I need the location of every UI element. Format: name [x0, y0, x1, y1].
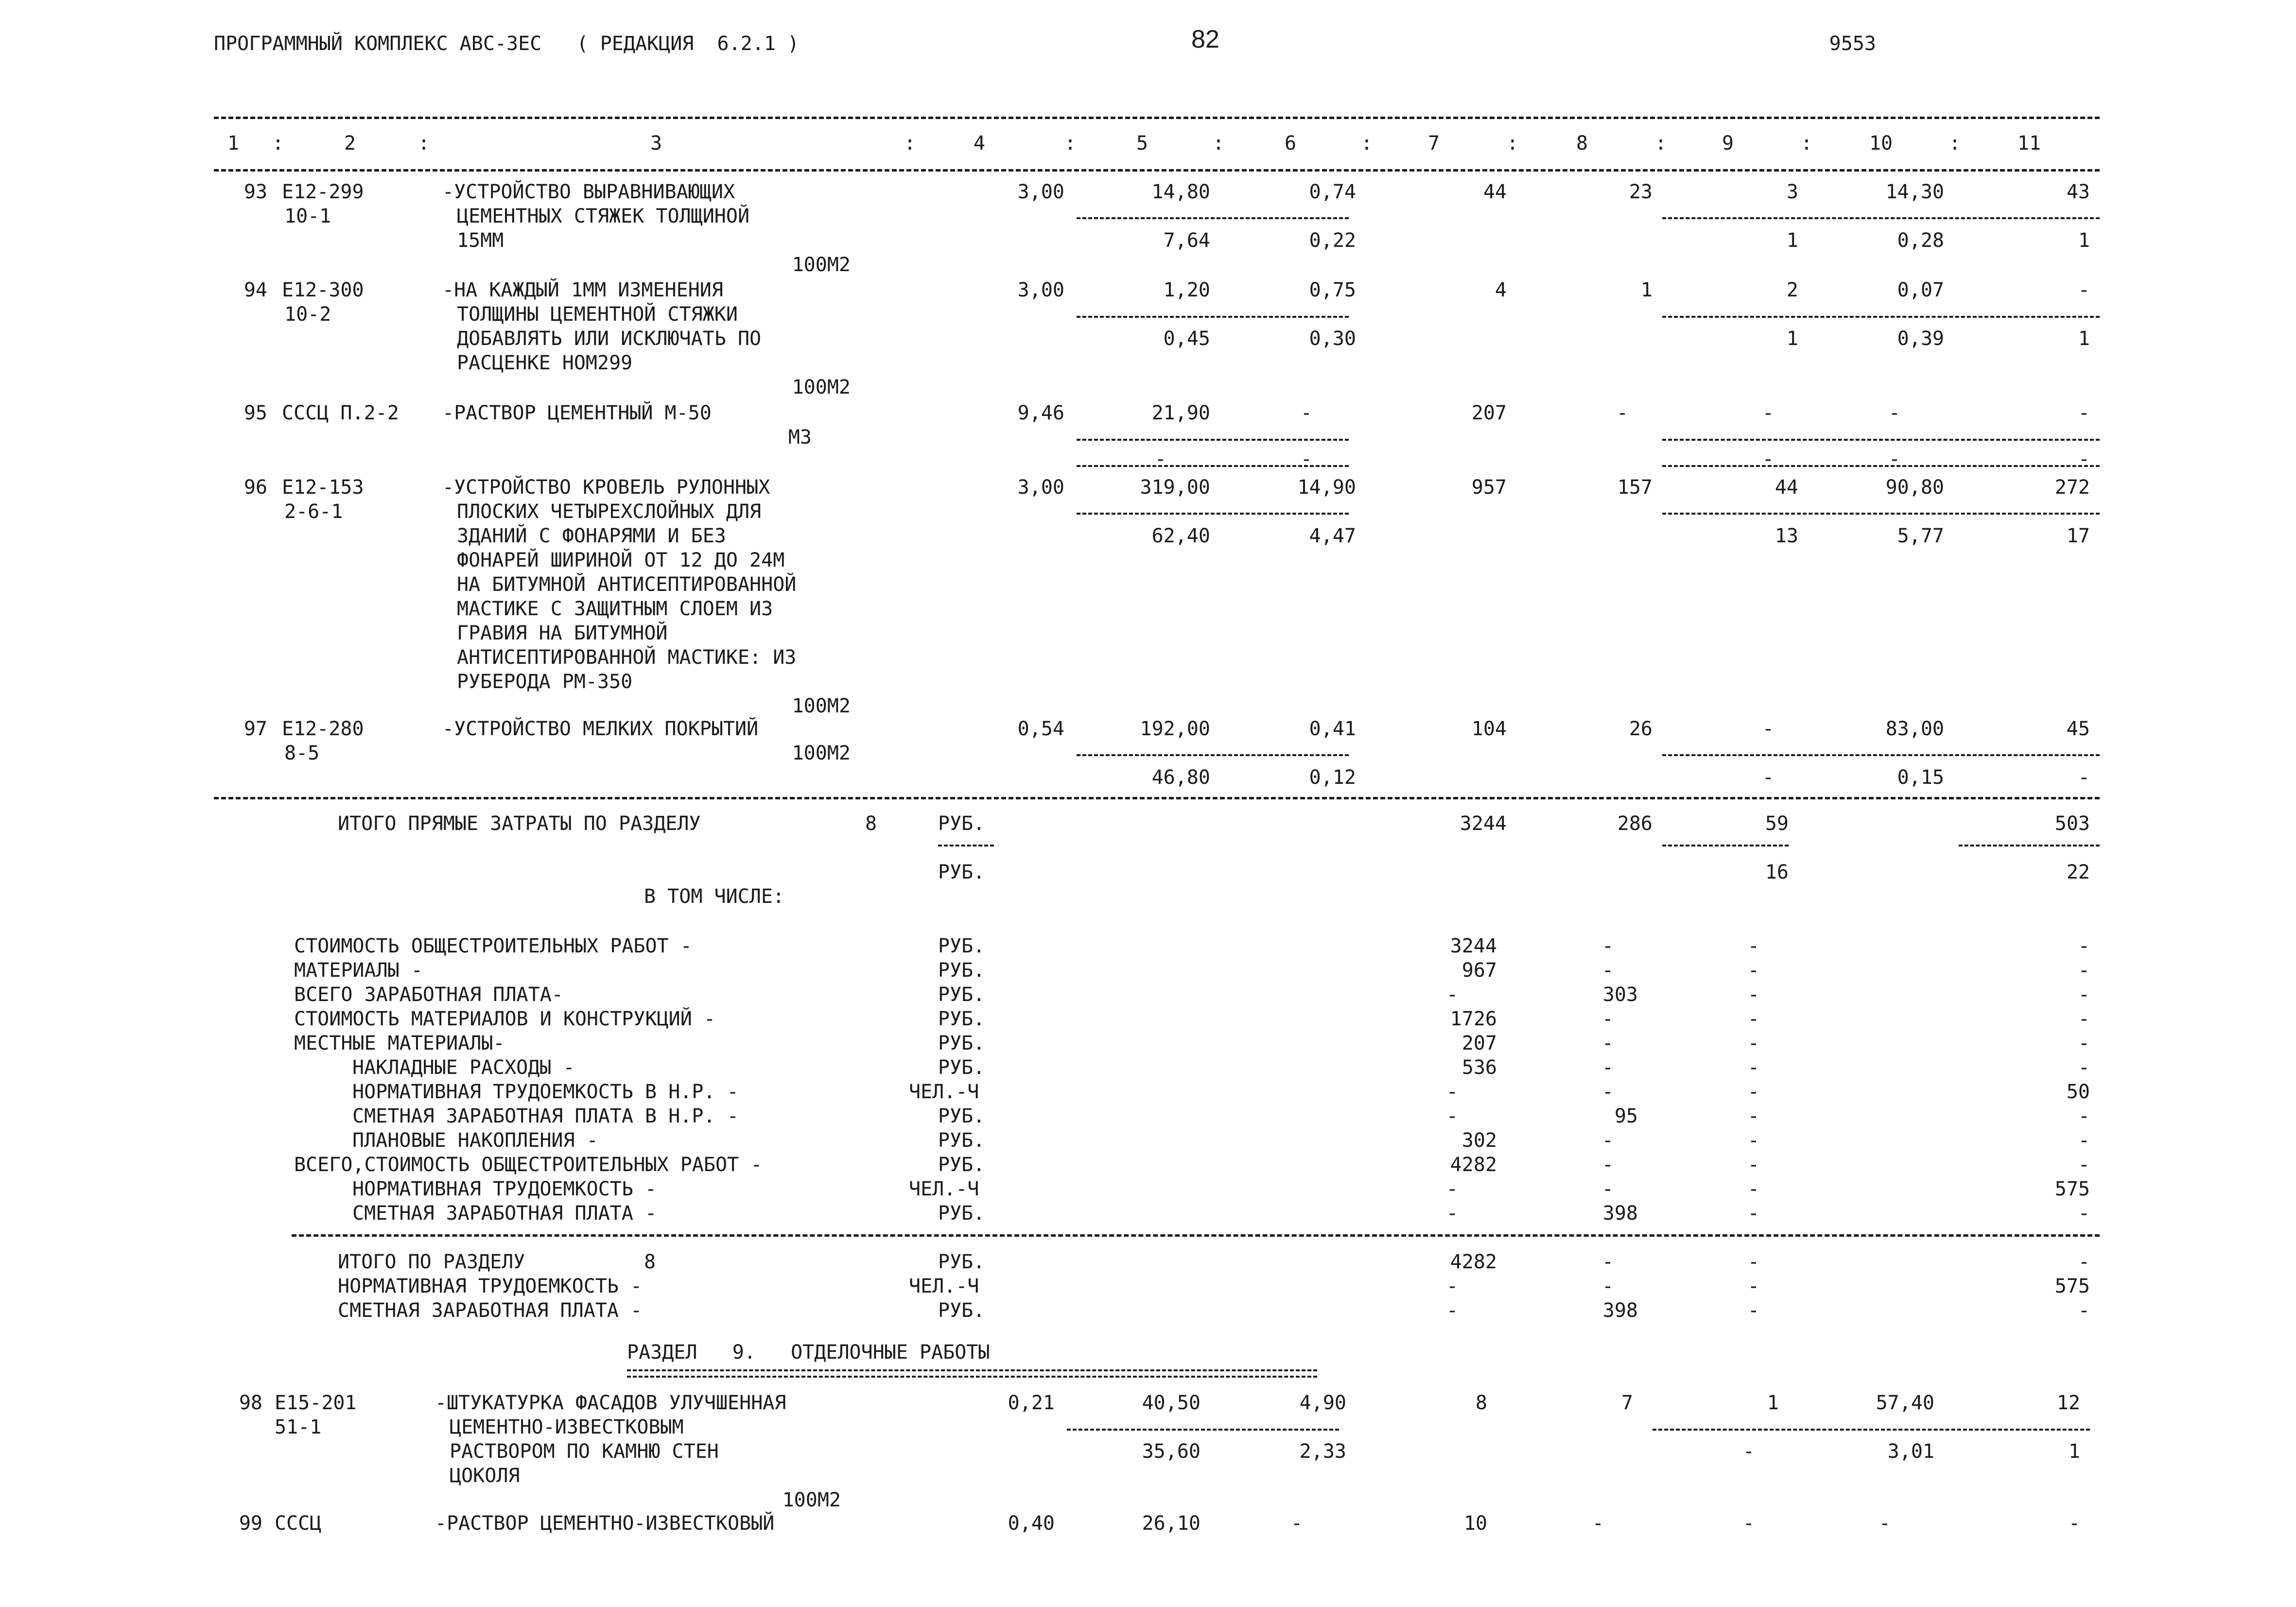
column-header-cell: 2 [344, 132, 356, 155]
row-cell: 4 [1495, 279, 1507, 301]
row-cell: 104 [1471, 718, 1507, 740]
row-code: Е12-299 [282, 181, 364, 203]
totals-cell: - [2078, 1251, 2090, 1273]
breakdown-cell: 967 [1461, 959, 1497, 982]
breakdown-unit: РУБ. [938, 1008, 985, 1030]
column-header-cell: 4 [973, 132, 986, 155]
breakdown-cell: - [1601, 1008, 1614, 1030]
totals-cell: - [1747, 1275, 1759, 1297]
row-cell: 46,80 [1151, 766, 1210, 789]
breakdown-cell: - [1747, 1154, 1759, 1176]
row-cell: 3 [1786, 181, 1798, 203]
breakdown-cell: - [1601, 1129, 1614, 1152]
row-cell: - [2078, 766, 2090, 789]
breakdown-cell: 303 [1602, 984, 1638, 1006]
breakdown-label: СТОИМОСТЬ МАТЕРИАЛОВ И КОНСТРУКЦИЙ - [294, 1008, 715, 1030]
row-cell: 26,10 [1142, 1512, 1200, 1535]
total-label: ИТОГО ПРЯМЫЕ ЗАТРАТЫ ПО РАЗДЕЛУ [338, 812, 701, 835]
row-description: ДОБАВЛЯТЬ ИЛИ ИСКЛЮЧАТЬ ПО [457, 328, 762, 350]
row-cell: 90,80 [1885, 476, 1944, 499]
row-cell: 272 [2054, 476, 2090, 499]
row-code: Е15-201 [275, 1392, 357, 1414]
column-header-cell: 10 [1869, 132, 1893, 155]
row-cell: 12 [2056, 1392, 2080, 1414]
breakdown-unit: РУБ. [938, 959, 985, 982]
totals-cell: 4282 [1450, 1251, 1497, 1273]
row-cell: 2 [1786, 279, 1798, 301]
row-cell: 10 [1463, 1512, 1487, 1535]
row-cell: - [2078, 279, 2090, 301]
row-cell: 0,07 [1897, 279, 1944, 301]
breakdown-cell: - [1446, 1202, 1458, 1225]
row-cell: - [2068, 1512, 2080, 1535]
row-cell: - [1762, 718, 1774, 740]
row-number: 95 [244, 402, 267, 424]
total-cell: 503 [2054, 812, 2090, 835]
row-cell: - [1762, 402, 1774, 424]
breakdown-cell: - [1747, 1081, 1759, 1103]
row-unit: М3 [788, 426, 812, 449]
page-number: 82 [1191, 25, 1219, 53]
row-number: 94 [244, 279, 267, 301]
breakdown-cell: 95 [1614, 1105, 1638, 1127]
breakdown-label: МАТЕРИАЛЫ - [294, 959, 423, 982]
breakdown-cell: 302 [1461, 1129, 1497, 1152]
row-cell: - [1762, 448, 1774, 470]
row-description: -УСТРОЙСТВО МЕЛКИХ ПОКРЫТИЙ [442, 718, 759, 740]
row-cell: 4,47 [1309, 525, 1356, 547]
breakdown-cell: - [1446, 984, 1458, 1006]
breakdown-cell: - [1446, 1178, 1458, 1200]
row-cell: 0,15 [1897, 766, 1944, 789]
totals-section: 8 [644, 1251, 656, 1273]
breakdown-cell: - [1446, 1105, 1458, 1127]
breakdown-unit: РУБ. [938, 1056, 985, 1079]
row-code: Е12-300 [282, 279, 364, 301]
row-cell: - [1888, 402, 1900, 424]
row-cell: 1 [2078, 328, 2090, 350]
total-cell: 3244 [1460, 812, 1507, 835]
row-unit: 100М2 [792, 376, 851, 398]
breakdown-label: СМЕТНАЯ ЗАРАБОТНАЯ ПЛАТА - [352, 1202, 657, 1225]
row-cell: - [2078, 448, 2090, 470]
column-header-cell: 9 [1722, 132, 1734, 155]
row-cell: 62,40 [1151, 525, 1210, 547]
row-description: ПЛОСКИХ ЧЕТЫРЕХСЛОЙНЫХ ДЛЯ [457, 501, 762, 523]
breakdown-unit: РУБ. [938, 1154, 985, 1176]
row-description: ФОНАРЕЙ ШИРИНОЙ ОТ 12 ДО 24М [457, 549, 785, 571]
row-cell: - [1300, 448, 1312, 470]
row-description: ЦЕМЕНТНЫХ СТЯЖЕК ТОЛЩИНОЙ [457, 205, 750, 227]
breakdown-cell: - [1747, 1056, 1759, 1079]
row-cell: 0,39 [1897, 328, 1944, 350]
column-header-cell: 7 [1427, 132, 1440, 155]
row-quantity: 3,00 [1017, 476, 1064, 499]
row-cell: 1 [2078, 229, 2090, 252]
breakdown-cell: - [2078, 1154, 2090, 1176]
breakdown-unit: РУБ. [938, 1105, 985, 1127]
row-cell: 0,28 [1897, 229, 1944, 252]
totals-cell: - [1747, 1299, 1759, 1322]
total-cell: 22 [2066, 861, 2090, 883]
row-cell: - [1888, 448, 1900, 470]
row-cell: 7,64 [1163, 229, 1210, 252]
breakdown-label: СТОИМОСТЬ ОБЩЕСТРОИТЕЛЬНЫХ РАБОТ - [294, 935, 692, 957]
totals-cell: - [1446, 1299, 1458, 1322]
breakdown-cell: - [1601, 1032, 1614, 1054]
row-cell: 1,20 [1163, 279, 1210, 301]
row-code: Е12-280 [282, 718, 364, 740]
row-code-sub: 51-1 [275, 1416, 322, 1438]
breakdown-unit: ЧЕЛ.-Ч [909, 1081, 979, 1103]
row-description: РАСТВОРОМ ПО КАМНЮ СТЕН [450, 1440, 719, 1463]
row-cell: 23 [1629, 181, 1652, 203]
row-cell: - [1762, 766, 1774, 789]
row-cell: 1 [2068, 1440, 2080, 1463]
row-cell: 44 [1774, 476, 1798, 499]
breakdown-label: НОРМАТИВНАЯ ТРУДОЕМКОСТЬ В Н.Р. - [352, 1081, 739, 1103]
row-cell: 4,90 [1299, 1392, 1346, 1414]
totals-cell: 398 [1602, 1299, 1638, 1322]
row-cell: 3,01 [1887, 1440, 1934, 1463]
row-description: -НА КАЖДЫЙ 1ММ ИЗМЕНЕНИЯ [442, 279, 723, 301]
row-cell: 157 [1617, 476, 1652, 499]
row-cell: - [1592, 1512, 1604, 1535]
breakdown-cell: - [1747, 1032, 1759, 1054]
row-cell: 57,40 [1876, 1392, 1934, 1414]
breakdown-cell: - [1747, 1129, 1759, 1152]
row-quantity: 0,40 [1008, 1512, 1055, 1535]
row-description: -РАСТВОР ЦЕМЕНТНО-ИЗВЕСТКОВЫЙ [435, 1512, 775, 1535]
row-description: ЦОКОЛЯ [450, 1465, 520, 1487]
totals-cell: 575 [2054, 1275, 2090, 1297]
breakdown-cell: - [2078, 1105, 2090, 1127]
row-quantity: 9,46 [1017, 402, 1064, 424]
row-cell: 1 [1786, 328, 1798, 350]
breakdown-label: НОРМАТИВНАЯ ТРУДОЕМКОСТЬ - [352, 1178, 657, 1200]
breakdown-cell: - [1601, 1178, 1614, 1200]
row-cell: 0,74 [1309, 181, 1356, 203]
row-unit: 100М2 [792, 695, 851, 717]
breakdown-cell: - [2078, 1202, 2090, 1225]
breakdown-label: НАКЛАДНЫЕ РАСХОДЫ - [352, 1056, 575, 1079]
breakdown-cell: - [1747, 1178, 1759, 1200]
breakdown-cell: - [1747, 935, 1759, 957]
totals-unit: ЧЕЛ.-Ч [909, 1275, 979, 1297]
row-cell: 957 [1471, 476, 1507, 499]
document-number: 9553 [1829, 33, 1876, 55]
row-quantity: 3,00 [1017, 181, 1064, 203]
row-cell: 44 [1483, 181, 1507, 203]
breakdown-unit: РУБ. [938, 1202, 985, 1225]
breakdown-cell: 50 [2066, 1081, 2090, 1103]
breakdown-unit: РУБ. [938, 1032, 985, 1054]
row-cell: 0,75 [1309, 279, 1356, 301]
row-description: -ШТУКАТУРКА ФАСАДОВ УЛУЧШЕННАЯ [435, 1392, 786, 1414]
row-description: ТОЛЩИНЫ ЦЕМЕНТНОЙ СТЯЖКИ [457, 303, 738, 326]
totals-cell: - [1601, 1251, 1614, 1273]
row-cell: - [1742, 1440, 1755, 1463]
document-page: ПРОГРАММНЫЙ КОМПЛЕКС АВС-3ЕС ( РЕДАКЦИЯ 6.2.1 ) 82 9553 1 2 3 4 5 6 7 8 9 10 11 : : : : : : : : : : 93 Е12-299 10-1 -УСТРОЙСТВО ВЫРАВНИВАЮЩИХ ЦЕМЕНТНЫХ СТЯЖЕК ТОЛЩИНОЙ 15ММ 100М2 3,00 14,80 0,74 44 23 3 14,30 43 7,64 0,22 1 0,28 1 94 Е12-300 10-2 -НА КАЖДЫЙ 1ММ ИЗМЕНЕНИЯ ТОЛЩИНЫ ЦЕМЕНТНОЙ СТЯЖКИ ДОБАВЛЯТЬ ИЛИ ИСКЛЮЧАТЬ ПО РАСЦЕНКЕ НОМ299 100М2 3,00 1,20 0,75 4 1 2 0,07 - 0,45 0,30 1 0,39 1 95 СССЦ П.2-2 -РАСТВОР ЦЕМЕНТНЫЙ М-50 М3 9,46 21,90 - 207 - - - - - - - - - 96 Е12-153 2-6-1 -УСТРОЙСТВО КРОВЕЛЬ РУЛОННЫХ ПЛОСКИХ ЧЕТЫРЕХСЛОЙНЫХ ДЛЯ ЗДАНИЙ С ФОНАРЯМИ И БЕЗ ФОНАРЕЙ ШИРИНОЙ ОТ 12 ДО 24М НА БИТУМНОЙ АНТИСЕПТИРОВАННОЙ МАСТИКЕ С ЗАЩИТНЫМ СЛОЕМ ИЗ ГРАВИЯ НА БИТУМНОЙ АНТИСЕПТИРОВАННОЙ МАСТИКЕ: ИЗ РУБЕРОДА РМ-350 100М2 3,00 319,00 14,90 957 157 44 90,80 272 62,40 4,47 13 5,77 17 97 Е12-280 8-5 -УСТРОЙСТВО МЕЛКИХ ПОКРЫТИЙ 100М2 0,54 192,00 0,41 104 26 - 83,00 45 46,80 0,12 - 0,15 - ИТОГО ПРЯМЫЕ ЗАТРАТЫ ПО РАЗДЕЛУ 8 РУБ. РУБ. 3244 286 59 503 16 22 В ТОМ ЧИСЛЕ: СТОИМОСТЬ ОБЩЕСТРОИТЕЛЬНЫХ РАБОТ - РУБ. 3244 - - - МАТЕРИАЛЫ - РУБ. 967 - - - ВСЕГО ЗАРАБОТНАЯ ПЛАТА- РУБ. - 303 - - СТОИМОСТЬ МАТЕРИАЛОВ И КОНСТРУКЦИЙ - РУБ. 1726 - - - МЕСТНЫЕ МАТЕРИАЛЫ- РУБ. 207 - - - НАКЛАДНЫЕ РАСХОДЫ - РУБ. 536 - - - НОРМАТИВНАЯ ТРУДОЕМКОСТЬ В Н.Р. - ЧЕЛ.-Ч - - - 50 СМЕТНАЯ ЗАРАБОТНАЯ ПЛАТА В Н.Р. - РУБ. - 95 - - ПЛАНОВЫЕ НАКОПЛЕНИЯ - РУБ. 302 - - - ВСЕГО,СТОИМОСТЬ ОБЩЕСТРОИТЕЛЬНЫХ РАБОТ - РУБ. 4282 - - - НОРМАТИВНАЯ ТРУДОЕМКОСТЬ - ЧЕЛ.-Ч - - - 575 СМЕТНАЯ ЗАРАБОТНАЯ ПЛАТА - РУБ. - 398 - - ИТОГО ПО РАЗДЕЛУ 8 РУБ. 4282 - - - НОРМАТИВНАЯ ТРУДОЕМКОСТЬ - ЧЕЛ.-Ч - - - 575 СМЕТНАЯ ЗАРАБОТНАЯ ПЛАТА - РУБ. - 398 - - РАЗДЕЛ 9. ОТДЕЛОЧНЫЕ РАБОТЫ 98 Е15-201 51-1 -ШТУКАТУРКА ФАСАДОВ УЛУЧШЕННАЯ ЦЕМЕНТНО-ИЗВЕСТКОВЫМ РАСТВОРОМ ПО КАМНЮ СТЕН ЦОКОЛЯ 100М2 0,21 40,50 4,90 8 7 1 57,40 12 35,60 2,33 - 3,01 1 99 СССЦ -РАСТВОР ЦЕМЕНТНО-ИЗВЕСТКОВЫЙ 0,40 26,10 - 10 - - - - [0, 0, 2296, 1607]
breakdown-cell: - [1747, 1202, 1759, 1225]
row-description: -УСТРОЙСТВО КРОВЕЛЬ РУЛОННЫХ [442, 476, 770, 499]
row-cell: - [1879, 1512, 1891, 1535]
breakdown-label: СМЕТНАЯ ЗАРАБОТНАЯ ПЛАТА В Н.Р. - [352, 1105, 739, 1127]
totals-rule [292, 1234, 2100, 1237]
section-rule [214, 797, 2100, 799]
breakdown-cell: 1726 [1450, 1008, 1497, 1030]
breakdown-cell: 207 [1461, 1032, 1497, 1054]
breakdown-cell: 4282 [1450, 1154, 1497, 1176]
column-header-cell: 6 [1284, 132, 1297, 155]
row-description: НА БИТУМНОЙ АНТИСЕПТИРОВАННОЙ [457, 573, 797, 596]
column-header-cell: 5 [1136, 132, 1148, 155]
row-cell: 26 [1629, 718, 1652, 740]
row-cell: 43 [2066, 181, 2090, 203]
row-number: 96 [244, 476, 267, 499]
row-cell: 5,77 [1897, 525, 1944, 547]
row-code-sub: 10-1 [284, 205, 331, 227]
breakdown-label: МЕСТНЫЕ МАТЕРИАЛЫ- [294, 1032, 505, 1054]
total-cell: 59 [1765, 812, 1789, 835]
row-cell: 207 [1471, 402, 1507, 424]
row-cell: 35,60 [1142, 1440, 1200, 1463]
row-cell: - [1154, 448, 1166, 470]
row-cell: 83,00 [1885, 718, 1944, 740]
breakdown-cell: - [2078, 935, 2090, 957]
row-code-sub: 8-5 [284, 742, 320, 764]
breakdown-cell: 3244 [1450, 935, 1497, 957]
row-cell: 0,22 [1309, 229, 1356, 252]
row-cell: 17 [2066, 525, 2090, 547]
breakdown-unit: РУБ. [938, 984, 985, 1006]
row-description: АНТИСЕПТИРОВАННОЙ МАСТИКЕ: ИЗ [457, 646, 797, 669]
row-description: ЗДАНИЙ С ФОНАРЯМИ И БЕЗ [457, 525, 726, 547]
totals-cell: - [1747, 1251, 1759, 1273]
breakdown-cell: - [1601, 1081, 1614, 1103]
breakdown-label: ПЛАНОВЫЕ НАКОПЛЕНИЯ - [352, 1129, 598, 1152]
row-cell: 319,00 [1140, 476, 1210, 499]
breakdown-cell: - [1601, 1154, 1614, 1176]
row-cell: - [1742, 1512, 1755, 1535]
row-unit: 100М2 [792, 254, 851, 276]
total-cell: 286 [1617, 812, 1652, 835]
row-cell: 45 [2066, 718, 2090, 740]
breakdown-cell: - [2078, 1056, 2090, 1079]
row-cell: 1 [1786, 229, 1798, 252]
breakdown-cell: - [1747, 984, 1759, 1006]
row-cell: 7 [1621, 1392, 1633, 1414]
breakdown-cell: - [1747, 1105, 1759, 1127]
breakdown-cell: - [2078, 1032, 2090, 1054]
row-code-sub: 2-6-1 [284, 501, 343, 523]
row-cell: 0,45 [1163, 328, 1210, 350]
breakdown-cell: - [1601, 1056, 1614, 1079]
column-header-cell: 1 [227, 132, 240, 155]
row-description: ГРАВИЯ НА БИТУМНОЙ [457, 622, 668, 644]
row-cell: 0,30 [1309, 328, 1356, 350]
totals-cell: - [1446, 1275, 1458, 1297]
breakdown-cell: - [1446, 1081, 1458, 1103]
row-quantity: 3,00 [1017, 279, 1064, 301]
row-unit: 100М2 [782, 1489, 841, 1511]
row-cell: - [1616, 402, 1628, 424]
row-cell: 0,12 [1309, 766, 1356, 789]
breakdown-cell: - [2078, 1129, 2090, 1152]
totals-unit: РУБ. [938, 1299, 985, 1322]
row-code: СССЦ [275, 1512, 322, 1535]
row-cell: 14,90 [1297, 476, 1356, 499]
column-header-cell: 8 [1576, 132, 1588, 155]
row-cell: - [1290, 1512, 1303, 1535]
row-cell: 0,41 [1309, 718, 1356, 740]
row-cell: 13 [1774, 525, 1798, 547]
totals-cell: - [2078, 1299, 2090, 1322]
row-cell: 14,80 [1151, 181, 1210, 203]
row-description: ЦЕМЕНТНО-ИЗВЕСТКОВЫМ [450, 1416, 684, 1438]
row-description: МАСТИКЕ С ЗАЩИТНЫМ СЛОЕМ ИЗ [457, 598, 773, 620]
column-header-cell: 3 [650, 132, 662, 155]
row-description: РАСЦЕНКЕ НОМ299 [457, 352, 633, 374]
row-number: 93 [244, 181, 267, 203]
totals-cell: - [1601, 1275, 1614, 1297]
row-cell: - [1300, 402, 1312, 424]
row-description: РУБЕРОДА РМ-350 [457, 671, 633, 693]
total-section: 8 [865, 812, 877, 835]
section-heading: РАЗДЕЛ 9. ОТДЕЛОЧНЫЕ РАБОТЫ [627, 1341, 990, 1364]
breakdown-cell: 398 [1602, 1202, 1638, 1225]
row-cell: 14,30 [1885, 181, 1944, 203]
breakdown-cell: - [2078, 1008, 2090, 1030]
total-unit: РУБ. [938, 812, 985, 835]
totals-label: НОРМАТИВНАЯ ТРУДОЕМКОСТЬ - [338, 1275, 643, 1297]
row-code: Е12-153 [282, 476, 364, 499]
header-bottom-rule [214, 169, 2100, 172]
row-description: 15ММ [457, 229, 504, 252]
row-code-sub: 10-2 [284, 303, 331, 326]
breakdown-cell: 536 [1461, 1056, 1497, 1079]
row-code: СССЦ П.2-2 [282, 402, 399, 424]
breakdown-cell: - [1601, 959, 1614, 982]
totals-label: СМЕТНАЯ ЗАРАБОТНАЯ ПЛАТА - [338, 1299, 643, 1322]
row-cell: 1 [1767, 1392, 1779, 1414]
breakdown-cell: - [1747, 959, 1759, 982]
breakdown-unit: РУБ. [938, 935, 985, 957]
breakdown-cell: - [1747, 1008, 1759, 1030]
row-cell: 40,50 [1142, 1392, 1200, 1414]
row-description: -УСТРОЙСТВО ВЫРАВНИВАЮЩИХ [442, 181, 735, 203]
totals-unit: РУБ. [938, 1251, 985, 1273]
breakdown-unit: ЧЕЛ.-Ч [909, 1178, 979, 1200]
row-number: 98 [239, 1392, 262, 1414]
total-cell: 16 [1765, 861, 1789, 883]
column-header-cell: 11 [2017, 132, 2041, 155]
row-cell: 21,90 [1151, 402, 1210, 424]
breakdown-cell: - [2078, 959, 2090, 982]
row-description: -РАСТВОР ЦЕМЕНТНЫЙ М-50 [442, 402, 712, 424]
including-label: В ТОМ ЧИСЛЕ: [644, 885, 784, 908]
row-number: 97 [244, 718, 267, 740]
breakdown-label: ВСЕГО ЗАРАБОТНАЯ ПЛАТА- [294, 984, 563, 1006]
row-cell: 8 [1475, 1392, 1487, 1414]
row-cell: 192,00 [1140, 718, 1210, 740]
breakdown-cell: 575 [2054, 1178, 2090, 1200]
total-unit: РУБ. [938, 861, 985, 883]
breakdown-unit: РУБ. [938, 1129, 985, 1152]
section-heading-underline [627, 1369, 1317, 1378]
row-unit: 100М2 [792, 742, 851, 764]
row-cell: - [2078, 402, 2090, 424]
row-cell: 2,33 [1299, 1440, 1346, 1463]
row-cell: 1 [1640, 279, 1652, 301]
row-quantity: 0,21 [1008, 1392, 1055, 1414]
breakdown-label: ВСЕГО,СТОИМОСТЬ ОБЩЕСТРОИТЕЛЬНЫХ РАБОТ - [294, 1154, 763, 1176]
row-quantity: 0,54 [1017, 718, 1064, 740]
breakdown-cell: - [1601, 935, 1614, 957]
breakdown-cell: - [2078, 984, 2090, 1006]
table-top-rule [214, 117, 2100, 119]
row-number: 99 [239, 1512, 262, 1535]
totals-label: ИТОГО ПО РАЗДЕЛУ [338, 1251, 525, 1273]
program-title: ПРОГРАММНЫЙ КОМПЛЕКС АВС-3ЕС ( РЕДАКЦИЯ 6.2.1 ) [214, 33, 800, 55]
